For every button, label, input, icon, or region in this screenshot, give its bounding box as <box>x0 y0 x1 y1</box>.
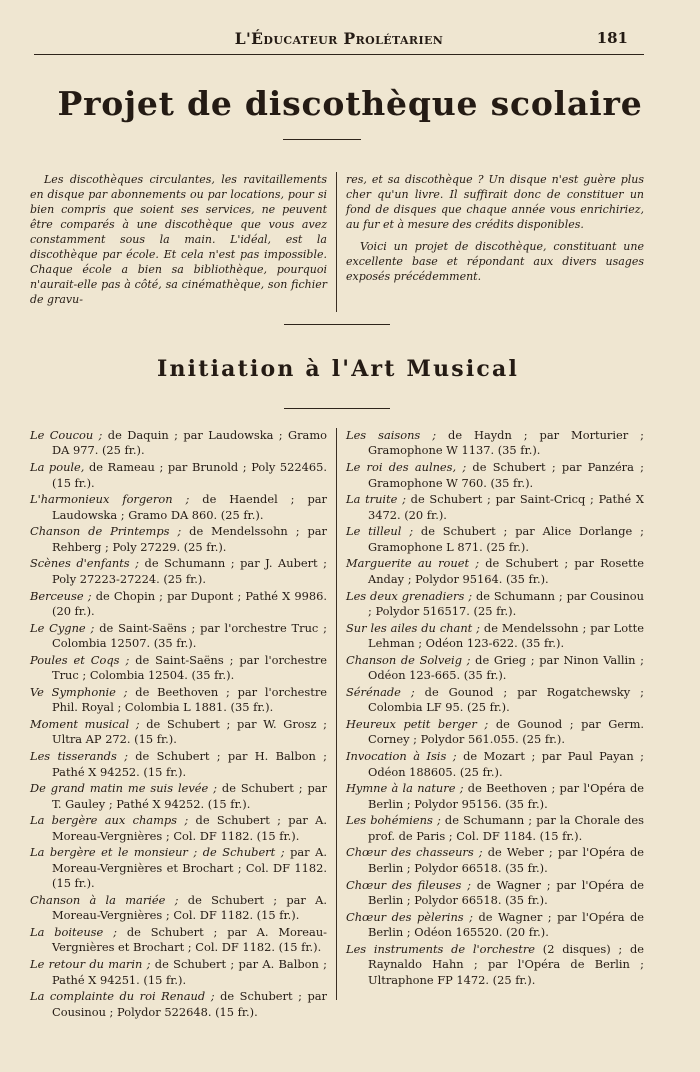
record-details: de Schubert ; par A. Balbon ; Pathé X 94251. (15 fr.). <box>52 957 327 987</box>
record-entry <box>30 845 327 891</box>
column-divider <box>336 428 337 1000</box>
record-entry <box>346 621 644 652</box>
record-title: Le Cygne ; <box>30 620 95 635</box>
record-details: de Haydn ; par Morturier ; Gramophone W 1137. (35 fr.). <box>368 428 644 458</box>
record-entry <box>30 524 327 555</box>
record-entry <box>346 878 644 909</box>
record-details: de Schubert ; par Panzéra ; Gramophone W 760. (35 fr.). <box>368 460 644 490</box>
record-title: Les deux grenadiers ; <box>346 588 473 603</box>
record-details: de Beethoven ; par l'Opéra de Berlin ; Polydor 95156. (35 fr.). <box>368 781 644 811</box>
record-title: Les instruments de l'orchestre <box>346 941 536 956</box>
discography-right-column <box>346 428 644 989</box>
record-details: de Beethoven ; par l'orchestre Phil. Royal ; Colombia L 1881. (35 fr.). <box>52 684 328 715</box>
record-entry <box>30 685 327 716</box>
record-title: La bergère aux champs ; <box>30 813 189 828</box>
record-details: de Mendelssohn ; par Rehberg ; Poly 27229. (25 fr.). <box>52 524 327 554</box>
record-entry <box>346 524 644 555</box>
record-entry <box>346 460 644 491</box>
record-title: Le tilleul ; <box>346 524 414 539</box>
record-title: Hymne à la nature ; <box>346 781 464 796</box>
record-entry <box>346 492 644 523</box>
record-entry <box>30 813 327 844</box>
column-divider <box>336 172 337 312</box>
record-details: de Saint-Saëns ; par l'orchestre Truc ; Colombia 12507. (35 fr.). <box>52 620 328 651</box>
record-title: Les saisons ; <box>346 428 437 442</box>
intro-left-column <box>30 172 327 314</box>
record-details: de Schubert ; par A. Moreau-Vergnières et Brochart ; Col. DF 1182. (15 fr.). <box>52 925 328 955</box>
record-details: de Schubert ; par Rosette Anday ; Polydor 95164. (35 fr.). <box>368 556 645 586</box>
record-details: de Schubert ; par Saint-Cricq ; Pathé X 3472. (20 fr.). <box>368 492 644 522</box>
record-details: de Schubert ; par W. Grosz ; Ultra AP 272. (15 fr.). <box>52 716 327 747</box>
record-entry <box>346 813 644 844</box>
record-entry <box>346 910 644 941</box>
discography-left-column <box>30 428 327 1021</box>
record-details: de Mozart ; par Paul Payan ; Odéon 188605. (25 fr.). <box>368 749 644 779</box>
record-entry <box>30 749 327 780</box>
record-details: de Schumann ; par Cousinou ; Polydor 516517. (25 fr.). <box>368 588 644 618</box>
running-title: L'Éducateur Prolétarien <box>234 29 444 48</box>
record-entry <box>30 556 327 587</box>
record-entry <box>346 942 644 988</box>
record-details: par A. Moreau-Vergnières et Brochart ; Col. DF 1182. (15 fr.). <box>52 845 328 891</box>
record-title: Chanson à la mariée ; <box>30 892 179 907</box>
record-entry <box>30 492 327 523</box>
page-title: Projet de discothèque scolaire <box>57 84 643 123</box>
intro-right-column <box>346 172 644 291</box>
record-title: La bergère et le monsieur ; de Schubert ; <box>30 845 285 860</box>
record-title: La boiteuse ; <box>30 925 117 940</box>
record-entry <box>30 589 327 620</box>
record-title: La truite ; <box>346 492 406 507</box>
record-details: de Schubert ; par T. Gauley ; Pathé X 94252. (15 fr.). <box>52 781 327 811</box>
record-title: Heureux petit berger ; <box>346 716 489 731</box>
section-rule <box>284 324 390 325</box>
record-entry <box>346 556 644 587</box>
record-details: de Grieg ; par Ninon Vallin ; Odéon 123-665. (35 fr.). <box>368 652 644 683</box>
record-title: Le retour du marin ; <box>30 957 151 972</box>
record-entry <box>346 685 644 716</box>
record-details: de Daquin ; par Laudowska ; Gramo DA 977. (25 fr.). <box>52 428 327 458</box>
record-title: Chœur des chasseurs ; <box>346 845 483 860</box>
record-title: Ve Symphonie ; <box>30 684 128 699</box>
record-details: de Schubert ; par A. Moreau-Vergnières ; Col. DF 1182. (15 fr.). <box>52 892 327 923</box>
record-entry <box>30 460 327 491</box>
record-entry <box>346 428 644 459</box>
record-entry <box>30 957 327 988</box>
record-entry <box>346 749 644 780</box>
record-entry <box>346 653 644 684</box>
record-title: Le Coucou ; <box>30 428 103 442</box>
record-details: de Schumann ; par J. Aubert ; Poly 27223-27224. (25 fr.). <box>52 556 327 586</box>
record-details: de Wagner ; par l'Opéra de Berlin ; Odéon 165520. (20 fr.). <box>368 909 644 940</box>
record-details: de Gounod ; par Rogatchewsky ; Colombia LF 95. (25 fr.). <box>368 684 644 715</box>
record-entry <box>30 989 327 1020</box>
record-entry <box>346 717 644 748</box>
record-details: de Rameau ; par Brunold ; Poly 522465. (15 fr.). <box>52 460 327 490</box>
record-title: Scènes d'enfants ; <box>30 556 140 571</box>
record-title: La poule, <box>30 460 85 475</box>
intro-paragraph: Voici un projet de discothèque, constituant une excellente base et répondant aux divers usages exposés précédemment. <box>346 240 644 283</box>
record-title: Poules et Coqs ; <box>30 652 130 667</box>
record-details: de Schubert ; par Alice Dorlange ; Gramophone L 871. (25 fr.). <box>368 524 644 554</box>
intro-paragraph: Les discothèques circulantes, les ravitaillements en disque par abonnements ou par locations, pour si bien compris que soient ses services, ne peuvent être comparés à une discothèque que vous avez constamment sous la main. L'idéal, est la discothèque par école. Et cela n'est pas impossible. Chaque école a bien sa bibliothèque, pourquoi n'aurait-elle pas à côté, sa cinémathèque, son fichier de gravu- <box>30 173 327 306</box>
record-title: Marguerite au rouet ; <box>346 556 480 571</box>
page-number: 181 <box>596 29 628 47</box>
record-details: de Schumann ; par la Chorale des prof. de Paris ; Col. DF 1184. (15 fr.). <box>368 813 644 843</box>
record-title: Invocation à Isis ; <box>346 749 457 764</box>
record-title: Le roi des aulnes, ; <box>346 460 467 475</box>
record-entry <box>30 893 327 924</box>
record-details: de Wagner ; par l'Opéra de Berlin ; Polydor 66518. (35 fr.). <box>368 877 644 907</box>
record-title: Les bohémiens ; <box>346 813 441 828</box>
record-entry <box>30 781 327 812</box>
record-title: Les tisserands ; <box>30 749 128 764</box>
record-details: de Saint-Saëns ; par l'orchestre Truc ; Colombia 12504. (35 fr.). <box>52 652 327 683</box>
record-entry <box>30 653 327 684</box>
record-details: de Haendel ; par Laudowska ; Gramo DA 860. (25 fr.). <box>52 492 327 522</box>
record-details: de Schubert ; par A. Moreau-Vergnières ; Col. DF 1182. (15 fr.). <box>52 813 327 843</box>
record-title: Berceuse ; <box>30 588 92 603</box>
record-title: Chœur des fileuses ; <box>346 877 471 892</box>
record-details: de Gounod ; par Germ. Corney ; Polydor 561.055. (25 fr.). <box>368 716 644 747</box>
section-title: Initiation à l'Art Musical <box>156 356 520 382</box>
record-title: Chanson de Printemps ; <box>30 524 182 539</box>
intro-paragraph: res, et sa discothèque ? Un disque n'est guère plus cher qu'un livre. Il suffirait donc de constituer un fond de disques que chaque année vous enrichiriez, au fur et à mesure des crédits disponibles. <box>346 173 644 231</box>
record-title: Sur les ailes du chant ; <box>346 620 480 635</box>
record-title: De grand matin me suis levée ; <box>30 781 218 796</box>
record-details: de Schubert ; par Cousinou ; Polydor 522648. (15 fr.). <box>52 989 327 1019</box>
title-rule <box>283 139 361 140</box>
record-entry <box>346 845 644 876</box>
section-title-rule <box>284 408 390 409</box>
record-details: de Chopin ; par Dupont ; Pathé X 9986. (20 fr.). <box>52 588 327 618</box>
record-entry <box>30 621 327 652</box>
record-details: de Mendelssohn ; par Lotte Lehman ; Odéon 123-622. (35 fr.). <box>368 620 644 651</box>
page-header <box>34 22 644 55</box>
record-title: La complainte du roi Renaud ; <box>30 989 215 1004</box>
record-title: Chœur des pèlerins ; <box>346 909 473 924</box>
record-entry <box>30 428 327 459</box>
record-title: Chanson de Solveig ; <box>346 652 471 667</box>
record-entry <box>30 925 327 956</box>
record-details: de Schubert ; par H. Balbon ; Pathé X 94252. (15 fr.). <box>52 749 328 779</box>
record-details: de Weber ; par l'Opéra de Berlin ; Polydor 66518. (35 fr.). <box>368 845 644 875</box>
record-title: Moment musical ; <box>30 716 140 731</box>
record-title: Sérénade ; <box>346 684 415 699</box>
record-entry <box>346 589 644 620</box>
record-title: L'harmonieux forgeron ; <box>30 492 190 507</box>
record-details: (2 disques) ; de Raynaldo Hahn ; par l'Opéra de Berlin ; Ultraphone FP 1472. (25 fr.). <box>368 941 645 987</box>
record-entry <box>30 717 327 748</box>
record-entry <box>346 781 644 812</box>
